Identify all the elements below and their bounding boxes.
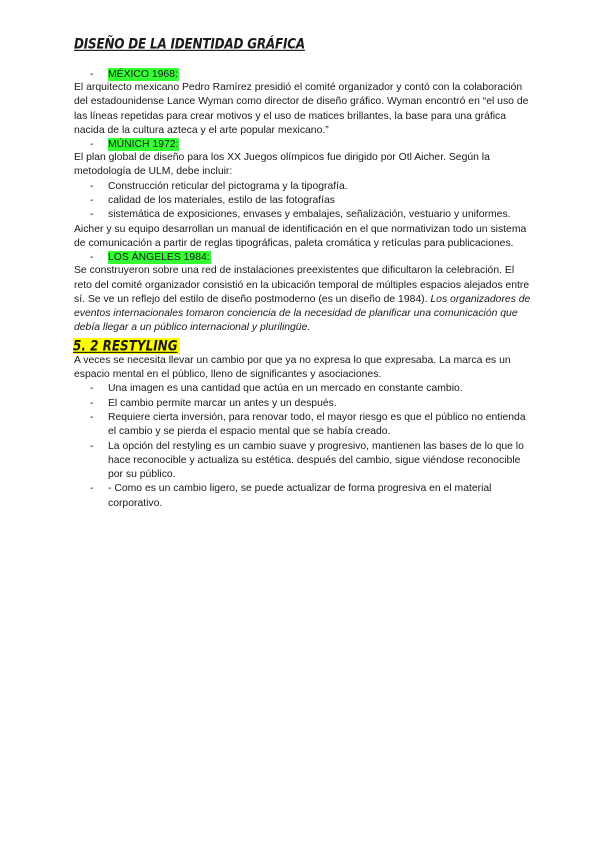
- list-item-text: Una imagen es una cantidad que actúa en un mercado en constante cambio.: [108, 383, 463, 395]
- list-item-text: Requiere cierta inversión, para renovar todo, el mayor riesgo es que el público no entienda el cambio y se pierda el espacio mental que se había creado.: [108, 411, 526, 438]
- heading-dash: -: [90, 252, 94, 264]
- section-heading-mexico: [74, 68, 534, 81]
- list-item-text: sistemática de exposiciones, envases y embalajes, señalización, vestuario y uniformes.: [108, 209, 511, 221]
- section-heading-los-angeles: [74, 251, 534, 264]
- bullet-dash: -: [90, 209, 94, 221]
- list-item-text: - Como es un cambio ligero, se puede actualizar de forma progresiva en el material corporativo.: [108, 483, 492, 509]
- heading-dash: -: [90, 139, 94, 151]
- list-item: [74, 208, 534, 222]
- section-heading-munich: [74, 138, 534, 151]
- list-item: [74, 411, 534, 440]
- restyling-heading: 5. 2 RESTYLING: [73, 337, 178, 354]
- bullet-dash: -: [90, 180, 94, 192]
- paragraph-text: Se construyeron sobre una red de instalaciones preexistentes que dificultaron la celebración. El reto del comité organizador consistió en la ubicación temporal de múltiples espacios alejados entre sí. Se ve un reflejo del estilo de diseño postmoderno (es un diseño de 1984).: [74, 265, 530, 305]
- paragraph-munich-2: Aicher y su equipo desarrollan un manual de identificación en el que normativizan todo un sistema de comunicación a partir de reglas tipográficas, paleta cromática y retículas para publicaciones.: [74, 223, 527, 249]
- list-item: [74, 194, 534, 208]
- heading-label: MÚNICH 1972:: [108, 139, 179, 151]
- bullet-dash: -: [90, 383, 94, 395]
- list-item-text: La opción del restyling es un cambio suave y progresivo, mantienen las bases de lo que lo hace reconocible y actualiza su estética. después del cambio, sigue viéndose reconocible por su público.: [108, 440, 524, 481]
- bullet-dash: -: [90, 397, 94, 409]
- paragraph-los-angeles: [74, 264, 534, 335]
- paragraph-munich: El plan global de diseño para los XX Juegos olímpicos fue dirigido por Otl Aicher. Según la metodología de ULM, debe incluir:: [74, 152, 490, 178]
- list-item-text: El cambio permite marcar un antes y un después.: [108, 397, 337, 409]
- bullet-dash: -: [90, 440, 94, 452]
- paragraph-restyling: A veces se necesita llevar un cambio por que ya no expresa lo que expresaba. La marca es un espacio mental en el público, lleno de significantes y asociaciones.: [74, 354, 511, 381]
- paragraph-italic-text: Los organizadores de eventos internacionales tomaron conciencia de la necesidad de planificar una comunicación que debía llegar a un público internacional y plurilingüe.: [74, 293, 531, 334]
- bullet-dash: -: [90, 195, 94, 207]
- list-item-text: Construcción reticular del pictograma y la tipografía.: [108, 180, 348, 192]
- document-content: [74, 36, 534, 511]
- list-item: [74, 482, 534, 511]
- heading-dash: -: [90, 69, 94, 80]
- document-title: DISEÑO DE LA IDENTIDAD GRÁFICA: [74, 36, 305, 53]
- bullet-list-munich: [74, 180, 534, 223]
- paragraph-mexico: El arquitecto mexicano Pedro Ramírez presidió el comité organizador y contó con la colaboración del estadounidense Lance Wyman como director de diseño gráfico. Wyman encontró en “el uso de las líneas repetidas para crear motivos y el uso de matices brillantes, la base para una gráfica nacida de la cultura azteca y el arte popular mexicano.”: [74, 82, 529, 136]
- bullet-dash: -: [90, 411, 94, 423]
- list-item-text: calidad de los materiales, estilo de las fotografías: [108, 195, 335, 207]
- heading-label: LOS ÁNGELES 1984:: [108, 252, 210, 264]
- list-item: [74, 397, 534, 411]
- list-item: [74, 382, 534, 396]
- bullet-dash: -: [90, 483, 94, 495]
- heading-label: MÉXICO 1968:: [108, 69, 178, 80]
- bullet-list-restyling: [74, 382, 534, 511]
- list-item: [74, 180, 534, 194]
- list-item: [74, 440, 534, 483]
